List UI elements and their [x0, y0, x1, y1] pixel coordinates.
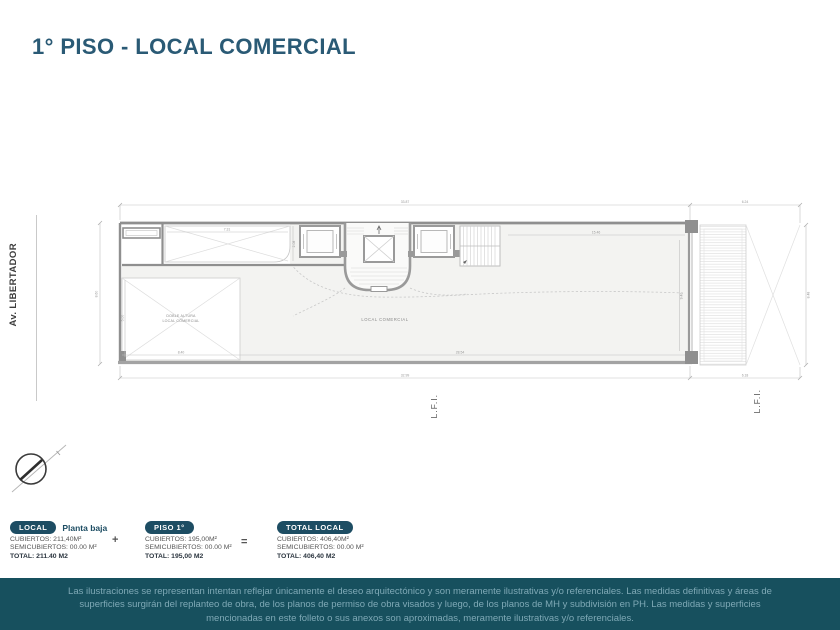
total-local-badge: TOTAL LOCAL [277, 521, 353, 535]
local-comercial-label: LOCAL COMERCIAL [361, 317, 409, 322]
north-compass-icon [8, 442, 70, 498]
dim-hall-width: 15.46 [591, 230, 601, 235]
cubiertos-value: CUBIERTOS: 195,00M² [145, 535, 217, 543]
equals-operator: = [241, 536, 248, 548]
planta-baja-label: Planta baja [62, 522, 108, 533]
cubiertos-value: CUBIERTOS: 406,40M² [277, 535, 349, 543]
elevator-left [300, 226, 340, 257]
area-summary [0, 521, 430, 573]
total-value: TOTAL: 406,40 M2 [277, 552, 336, 560]
footer-disclaimer-bar [0, 578, 840, 630]
dim-left-height: 8.60 [94, 290, 99, 298]
summary-group-first-floor [145, 521, 232, 560]
local-badge: LOCAL [10, 521, 56, 535]
plus-operator: + [112, 534, 119, 546]
terrace-hatch [700, 225, 746, 365]
total-value: TOTAL: 195,00 M2 [145, 552, 204, 560]
badge-row [277, 521, 364, 534]
elevator-right [414, 226, 460, 257]
summary-group-total [277, 521, 364, 560]
lfi-label-left: L.F.I. [429, 394, 439, 419]
lfi-label-right: L.F.I. [752, 389, 762, 414]
stair-secondary [460, 226, 500, 266]
dim-void-height: 2.08 [292, 240, 296, 248]
stair-core [340, 223, 415, 292]
dim-void-width: 7.31 [223, 227, 231, 232]
summary-group-ground-floor [10, 521, 107, 560]
dim-bottom-width: 32.99 [400, 373, 410, 378]
doble-altura-label-line2: LOCAL COMERCIAL [162, 319, 200, 323]
dim-hall-height: 9.40 [679, 292, 684, 300]
planter [123, 228, 160, 238]
street-label: Av. LIBERTADOR [8, 243, 19, 327]
semicubiertos-value: SEMICUBIERTOS: 00.00 M² [10, 544, 97, 552]
floor-plan-drawing [88, 190, 818, 435]
dim-top-width: 33.87 [400, 200, 410, 204]
terrace-x-area [746, 225, 800, 365]
dim-terrace-width: 6.24 [741, 200, 749, 204]
badge-row [145, 521, 232, 534]
dim-doble-width: 8.40 [177, 350, 185, 355]
cubiertos-value: CUBIERTOS: 211,40M² [10, 535, 82, 543]
dim-right-height: 8.48 [806, 291, 811, 299]
semicubiertos-value: SEMICUBIERTOS: 00.00 M² [277, 544, 364, 552]
badge-row [10, 521, 107, 534]
semicubiertos-value: SEMICUBIERTOS: 00.00 M² [145, 544, 232, 552]
disclaimer-text: Las ilustraciones se representan intentan reflejar únicamente el deseo arquitectónico y son meramente ilustrativas y/o referenciales. Las medidas definitivas y áreas de superficies surgirán del replanteo de obra, de los planos de permiso de obra visados y luego, de los planos de MH y subdivisión en PH. Las medidas y superficies mencionadas en este folleto o sus anexos son aproximadas, meramente ilustrativas y/o referenciales. [68, 586, 772, 624]
page-title: 1° PISO - LOCAL COMERCIAL [32, 34, 356, 59]
piso-1-badge: PISO 1° [145, 521, 194, 535]
dim-inner-bottom-width: 28.54 [455, 350, 465, 355]
street-boundary-line [36, 215, 37, 401]
dim-terrace-bottom-width: 6.18 [741, 373, 749, 378]
dim-doble-height: 5.00 [120, 314, 125, 322]
doble-altura-label-line1: DOBLE ALTURA [166, 314, 196, 318]
total-value: TOTAL: 211.40 M2 [10, 552, 68, 560]
